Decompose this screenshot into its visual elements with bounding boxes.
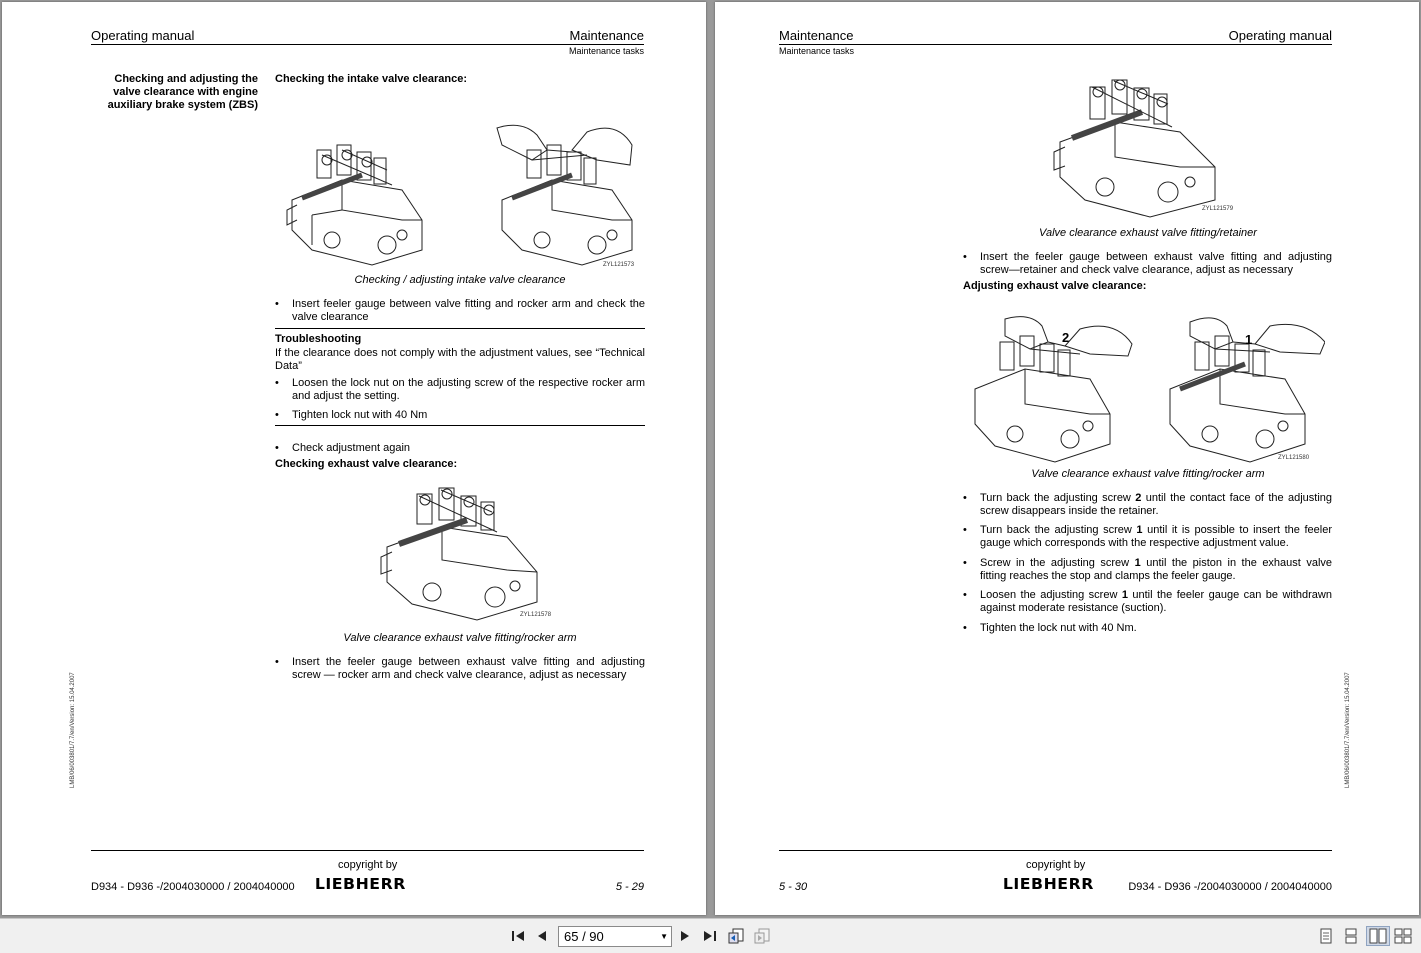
header-left: Maintenance <box>779 28 854 43</box>
figure-caption-3: Valve clearance exhaust valve fitting/retainer <box>1039 227 1257 239</box>
copyright-text: copyright by <box>338 859 398 871</box>
page-indicator: 65 / 90 <box>564 929 604 944</box>
engine-head-drawing-adjust <box>970 314 1325 464</box>
figure-id-3: ZYL121579 <box>1202 206 1234 212</box>
footer-model: D934 - D936 -/2004030000 / 2004040000 <box>1128 881 1332 893</box>
side-heading: Checking and adjusting the valve clearance with engine auxiliary brake system (ZBS) <box>107 73 258 111</box>
section-exhaust: Checking exhaust valve clearance: <box>275 458 458 470</box>
engine-head-drawing-intake <box>282 120 642 272</box>
figure-caption-1: Checking / adjusting intake valve clearance <box>354 274 566 286</box>
header-left: Operating manual <box>91 28 195 43</box>
page-left: Operating manual Maintenance Maintenance tasks Checking and adjusting the valve clearance with engine auxiliary brake system (ZBS) Checking the intake valve clearance: ZYL121573 Checking / adjusting intake valve clearance • Insert feeler gauge between valve fitting and rocker arm and check the valve clearance Troubleshooting If the clearance does not comply with the adjustment values, see “Technical Data” • Loosen the lock nut on the adjusting screw of the respective rocker arm and adjust the setting. • Tighten lock nut with 40 Nm • Check adjustment again Checking exhaust valve clearance: ZYL121578 Valve clearance exhaust valve fitting/rocker arm • Insert the feeler gauge between exhaust valve fitting and adjusting screw — rocker arm and check valve clearance, adjust as necessary LMB/06/003801/7.7/en/Version: 15.04.2007 copyright by LIEBHERR D934 - D936 -/2004030000 / 2004040000 5 - 29 <box>2 2 706 915</box>
engine-head-drawing-retainer <box>1050 72 1230 222</box>
copyright-text: copyright by <box>1026 859 1086 871</box>
footer-rule <box>779 850 1332 851</box>
previous-view-icon[interactable] <box>727 927 745 945</box>
next-view-icon[interactable] <box>753 927 771 945</box>
callout-label-2: 2 <box>1062 330 1070 345</box>
two-page-icon[interactable] <box>1366 926 1390 946</box>
section-adjust: Adjusting exhaust valve clearance: <box>963 280 1147 292</box>
figure-caption-4: Valve clearance exhaust valve fitting/rocker arm <box>1031 468 1265 480</box>
header-sub: Maintenance tasks <box>568 46 644 56</box>
troubleshooting-text: If the clearance does not comply with the adjustment values, see “Technical Data” <box>275 347 645 372</box>
page-number: 5 - 30 <box>779 881 808 893</box>
section-intake: Checking the intake valve clearance: <box>275 73 467 85</box>
next-page-icon[interactable] <box>676 927 694 945</box>
footer-model: D934 - D936 -/2004030000 / 2004040000 <box>91 881 295 893</box>
continuous-icon[interactable] <box>1342 927 1360 945</box>
header-right: Operating manual <box>1228 28 1332 43</box>
callout-label-1: 1 <box>1245 332 1253 347</box>
liebherr-logo: LIEBHERR <box>314 875 406 893</box>
page-right: Maintenance Operating manual Maintenance tasks ZYL121579 Valve clearance exhaust valve fitting/retainer • Insert the feeler gauge between exhaust valve fitting and adjusting screw—retainer and check valve clearance, adjust as necessary Adjusting exhaust valve clearance: 2 1 ZYL121580 Valve clearance exhaust valve fitting/rocker arm • Turn back the adjusting screw 2 until the contact face of the adjusting screw disappears inside the retainer. • Turn back the adjusting screw 1 until it is possible to insert the feeler gauge which corresponds with the respective adjustment value. • Screw in the adjusting screw 1 until the piston in the exhaust valve fitting reaches the stop and clamps the feeler gauge. • Loosen the adjusting screw 1 until the feeler gauge can be withdrawn against moderate resistance (suction). • Tighten the lock nut with 40 Nm. LMB/06/003801/7.7/en/Version: 15.04.2007 copyright by LIEBHERR 5 - 30 D934 - D936 -/2004030000 / 2004040000 <box>715 2 1419 915</box>
header-right: Maintenance <box>569 28 644 43</box>
figure-id-2: ZYL121578 <box>520 612 552 618</box>
first-page-icon[interactable] <box>509 927 527 945</box>
troubleshooting-title: Troubleshooting <box>275 333 362 345</box>
figure-id-4: ZYL121580 <box>1278 455 1310 461</box>
troubleshooting-rule-bottom <box>275 425 645 426</box>
engine-head-drawing-exhaust <box>377 482 557 622</box>
prev-page-icon[interactable] <box>533 927 551 945</box>
figure-caption-2: Valve clearance exhaust valve fitting/rocker arm <box>343 632 577 644</box>
side-document-id: LMB/06/003801/7.7/en/Version: 15.04.2007 <box>70 672 76 788</box>
single-page-icon[interactable] <box>1317 927 1335 945</box>
page-number-select[interactable] <box>558 926 672 947</box>
two-page-continuous-icon[interactable] <box>1394 927 1412 945</box>
troubleshooting-rule-top <box>275 328 645 329</box>
header-rule <box>91 44 644 45</box>
side-document-id: LMB/06/003801/7.7/en/Version: 15.04.2007 <box>1345 672 1351 788</box>
last-page-icon[interactable] <box>701 927 719 945</box>
page-number: 5 - 29 <box>615 881 644 893</box>
viewer-toolbar <box>0 918 1421 953</box>
figure-id-1: ZYL121573 <box>603 262 635 268</box>
header-sub: Maintenance tasks <box>779 46 855 56</box>
liebherr-logo: LIEBHERR <box>1002 875 1094 893</box>
chevron-down-icon[interactable]: ▼ <box>660 932 668 941</box>
header-rule <box>779 44 1332 45</box>
footer-rule <box>91 850 644 851</box>
